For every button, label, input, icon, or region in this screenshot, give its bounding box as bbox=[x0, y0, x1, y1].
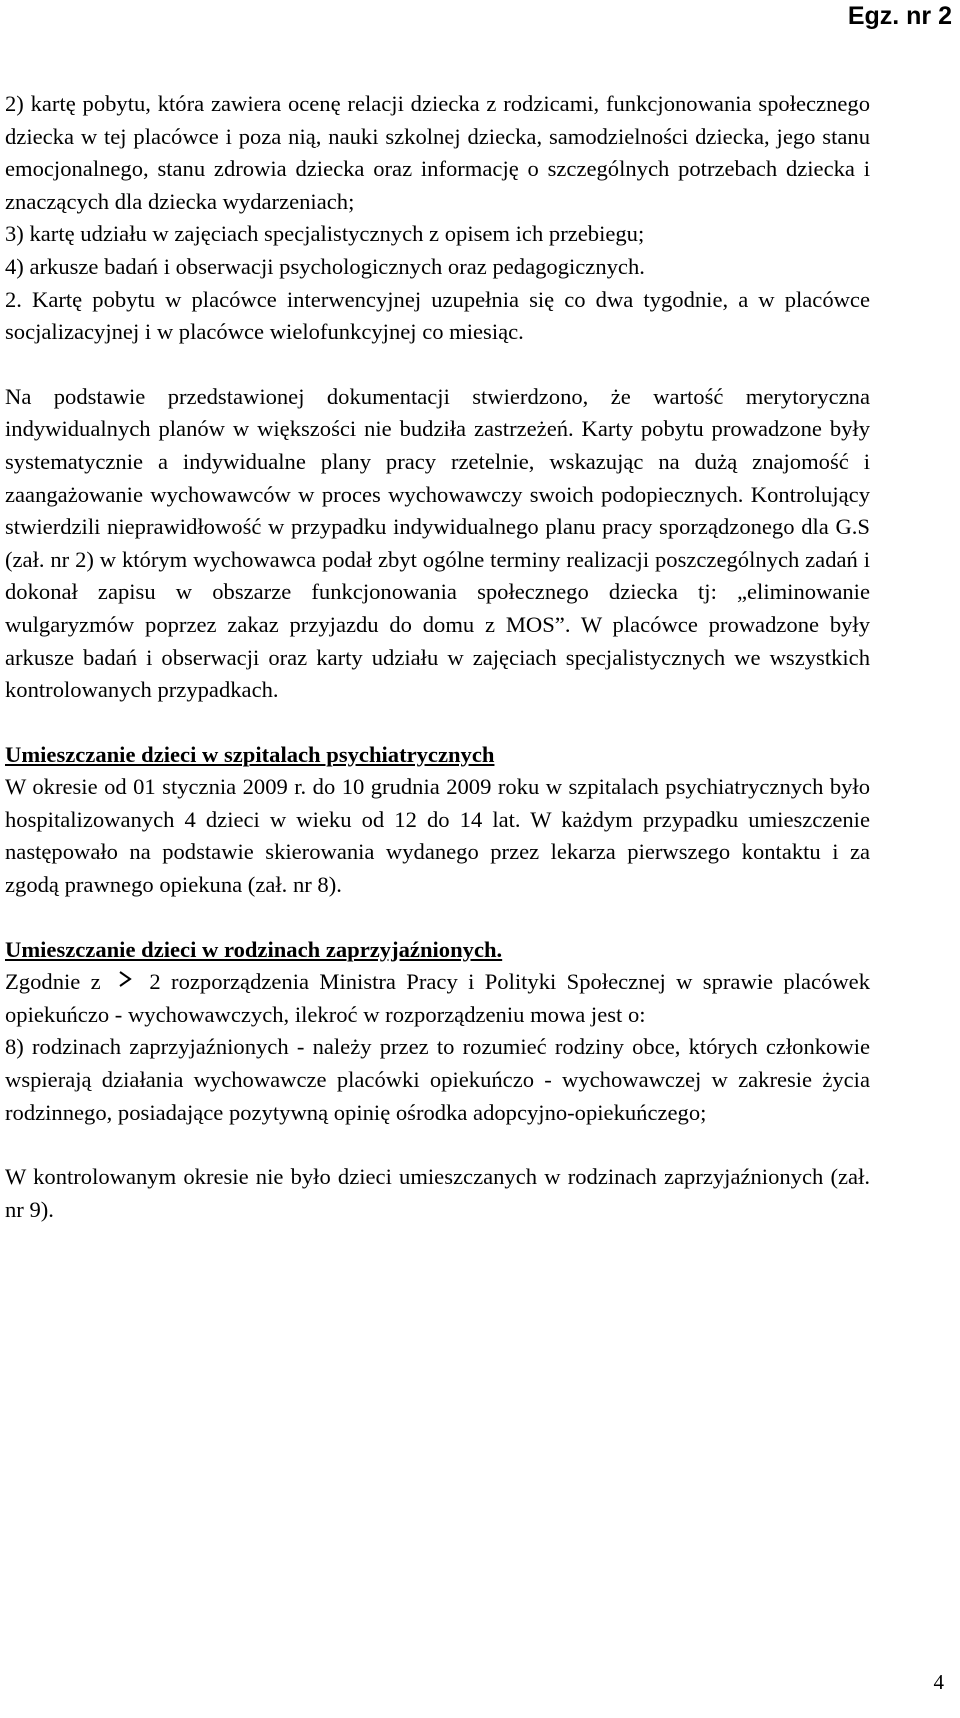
paragraph-spacer bbox=[5, 1129, 870, 1161]
document-body bbox=[5, 88, 870, 1226]
section-heading-psychiatric: Umieszczanie dzieci w szpitalach psychiatrycznych bbox=[5, 741, 495, 767]
intro-text-end: 2 rozporządzenia Ministra Pracy i Polityki Społecznej w sprawie placówek opiekuńczo - wychowawczych, ilekroć w rozporządzeniu mowa jest o: bbox=[5, 969, 870, 1027]
section-heading-friendly-families: Umieszczanie dzieci w rodzinach zaprzyjaźnionych. bbox=[5, 936, 503, 962]
list-item-2: 2) kartę pobytu, która zawiera ocenę relacji dziecka z rodzicami, funkcjonowania społecznego dziecka w tej placówce i poza nią, nauki szkolnej dziecka, samodzielności dziecka, jego stanu emocjonalnego, stanu zdrowia dziecka oraz informację o szczególnych potrzebach dziecka i znaczących dla dziecka wydarzeniach; bbox=[5, 91, 870, 214]
regulation-intro-paragraph bbox=[5, 966, 870, 1031]
list-item-4: 4) arkusze badań i obserwacji psychologicznych oraz pedagogicznych. bbox=[5, 253, 645, 279]
psychiatric-paragraph: W okresie od 01 stycznia 2009 r. do 10 grudnia 2009 roku w szpitalach psychiatrycznych było hospitalizowanych 4 dzieci w wieku od 12 do 14 lat. W każdym przypadku umieszczenie następowało na podstawie skierowania wydanego przez lekarza pierwszego kontaktu i za zgodą prawnego opiekuna (zał. nr 8). bbox=[5, 774, 870, 898]
conclusion-paragraph: W kontrolowanym okresie nie było dzieci umieszczanych w rodzinach zaprzyjaźnionych (zał. nr 9). bbox=[5, 1164, 870, 1222]
copy-number-label: Egz. nr 2 bbox=[847, 2, 952, 30]
point-2-paragraph: 2. Kartę pobytu w placówce interwencyjnej uzupełnia się co dwa tygodnie, a w placówce socjalizacyjnej i w placówce wielofunkcyjnej co miesiąc. bbox=[5, 286, 870, 345]
paragraph-spacer bbox=[5, 707, 870, 739]
page-number: 4 bbox=[933, 1670, 944, 1694]
paragraph-spacer bbox=[5, 902, 870, 934]
definition-paragraph: 8) rodzinach zaprzyjaźnionych - należy przez to rozumieć rodziny obce, których członkowie wspierają działania wychowawcze placówki opiekuńczo - wychowawczej w zakresie życia rodzinnego, posiadające pozytywną opinię ośrodka adopcyjno-opiekuńczego; bbox=[5, 1034, 870, 1125]
paragraph-spacer bbox=[5, 349, 870, 381]
list-item-3: 3) kartę udziału w zajęciach specjalistycznych z opisem ich przebiegu; bbox=[5, 221, 645, 247]
section-sign-icon bbox=[111, 969, 139, 993]
assessment-paragraph: Na podstawie przedstawionej dokumentacji stwierdzono, że wartość merytoryczna indywidualnych planów w większości nie budziła zastrzeżeń. Karty pobytu prowadzone były systematycznie a indywidualne plany pracy rzetelnie, wskazując na dużą znajomość i zaangażowanie wychowawców w proces wychowawczy swoich podopiecznych. Kontrolujący stwierdzili nieprawidłowość w przypadku indywidualnego planu pracy sporządzonego dla G.S (zał. nr 2) w którym wychowawca podał zbyt ogólne terminy realizacji poszczególnych zadań i dokonał zapisu w obszarze funkcjonowania społecznego dziecka tj: „eliminowanie wulgaryzmów poprzez zakaz przyjazdu do domu z MOS”. W placówce prowadzone były arkusze badań i obserwacji oraz karty udziału w zajęciach specjalistycznych we wszystkich kontrolowanych przypadkach. bbox=[5, 383, 870, 703]
intro-text-start: Zgodnie z bbox=[5, 969, 101, 995]
